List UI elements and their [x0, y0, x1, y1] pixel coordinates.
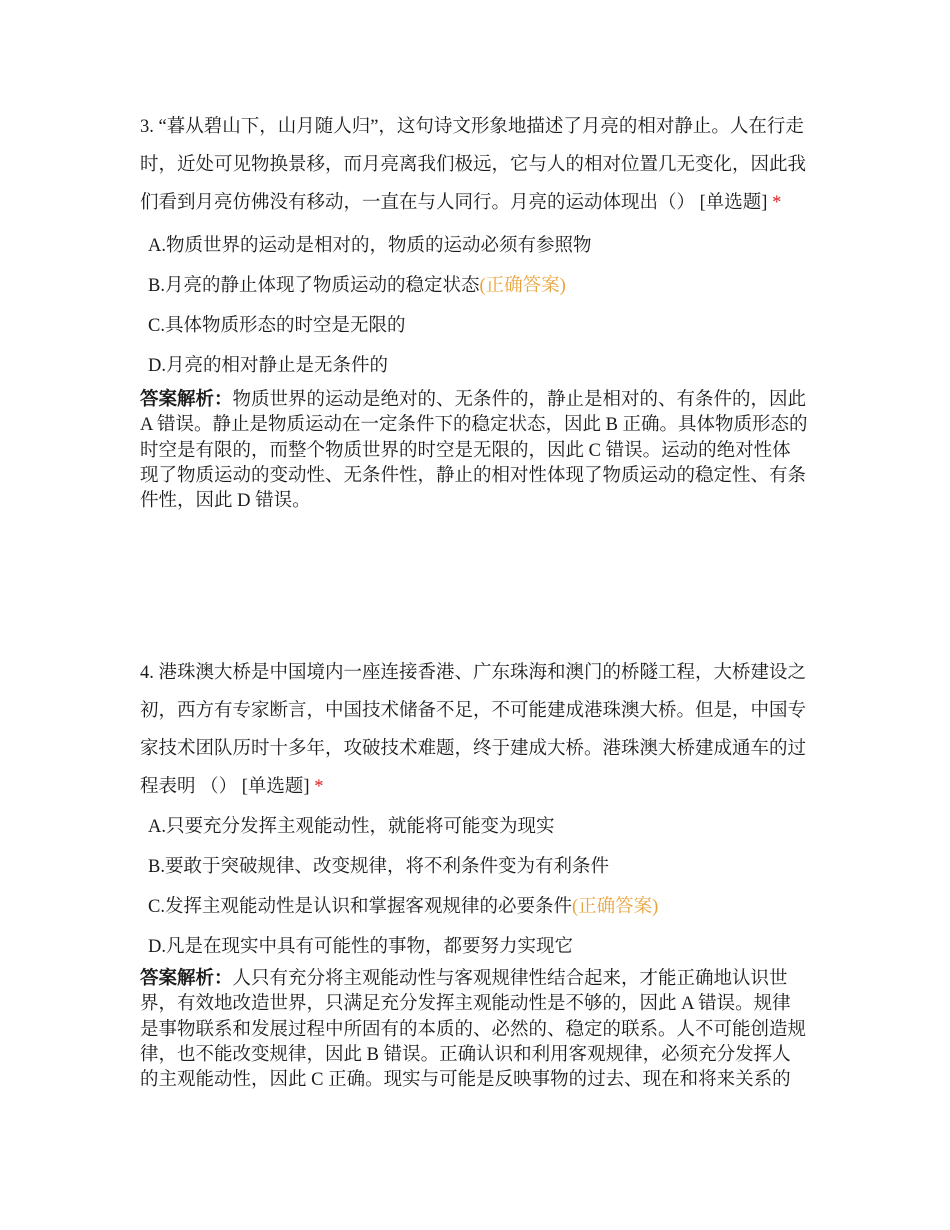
stem-line: 4. 港珠澳大桥是中国境内一座连接香港、广东珠海和澳门的桥隧工程，大桥建设之 — [140, 663, 807, 683]
question-stem — [140, 108, 820, 222]
stem-line — [140, 768, 820, 806]
analysis-line: 律，也不能改变规律，因此 B 错误。正确认识和利用客观规律，必须充分发挥人 — [140, 1044, 791, 1065]
question-3 — [140, 108, 820, 514]
option-text: A.物质世界的运动是相对的，物质的运动必须有参照物 — [148, 236, 592, 256]
question-4 — [140, 654, 820, 1093]
option-text: D.凡是在现实中具有可能性的事物，都要努力实现它 — [148, 937, 573, 957]
analysis-line: 的主观能动性，因此 C 正确。现实与可能是反映事物的过去、现在和将来关系的 — [140, 1070, 791, 1091]
stem-line — [140, 184, 820, 222]
analysis-text: 人只有充分将主观能动性与客观规律性结合起来，才能正确地认识世 — [232, 969, 788, 989]
option-d — [140, 346, 820, 386]
option-d — [140, 927, 820, 967]
analysis-line: 界，有效地改造世界，只满足充分发挥主观能动性是不够的，因此 A 错误。规律 — [140, 994, 791, 1015]
correct-answer-label: (正确答案) — [571, 897, 659, 917]
option-text: C.具体物质形态的时空是无限的 — [148, 316, 406, 336]
option-a — [140, 807, 820, 847]
option-b — [140, 847, 820, 887]
option-a — [140, 226, 820, 266]
option-c — [140, 887, 820, 927]
analysis-line: 现了物质运动的变动性、无条件性，静止的相对性体现了物质运动的稳定性、有条 — [140, 465, 807, 486]
option-text: C.发挥主观能动性是认识和掌握客观规律的必要条件 — [148, 897, 572, 917]
answer-analysis — [140, 388, 820, 514]
analysis-line: 是事物联系和发展过程中所固有的本质的、必然的、稳定的联系。人不可能创造规 — [140, 1019, 807, 1040]
stem-text: 们看到月亮仿佛没有移动，一直在与人同行。月亮的运动体现出（） [单选题] — [140, 193, 768, 213]
question-stem — [140, 654, 820, 806]
option-c — [140, 306, 820, 346]
analysis-line: 时空是有限的，而整个物质世界的时空是无限的，因此 C 错误。运动的绝对性体 — [140, 440, 791, 461]
analysis-label: 答案解析： — [140, 390, 233, 410]
stem-text: 程表明 （） [单选题] — [140, 777, 310, 797]
analysis-line: A 错误。静止是物质运动在一定条件下的稳定状态，因此 B 正确。具体物质形态的 — [140, 415, 808, 436]
required-star: * — [314, 777, 324, 797]
analysis-line: 件性，因此 D 错误。 — [140, 491, 311, 512]
stem-line: 初，西方有专家断言，中国技术储备不足，不可能建成港珠澳大桥。但是，中国专 — [140, 701, 807, 721]
required-star: * — [772, 193, 782, 213]
option-text: D.月亮的相对静止是无条件的 — [148, 356, 388, 376]
option-text: B.月亮的静止体现了物质运动的稳定状态 — [148, 276, 480, 296]
analysis-line — [140, 388, 820, 413]
stem-line: 时，近处可见物换景移，而月亮离我们极远，它与人的相对位置几无变化，因此我 — [140, 155, 807, 175]
stem-line: 3. “暮从碧山下，山月随人归”，这句诗文形象地描述了月亮的相对静止。人在行走 — [140, 117, 804, 137]
option-b — [140, 266, 820, 306]
analysis-text: 物质世界的运动是绝对的、无条件的，静止是相对的、有条件的，因此 — [232, 390, 807, 410]
analysis-line — [140, 967, 820, 992]
correct-answer-label: (正确答案) — [479, 276, 566, 296]
analysis-label: 答案解析： — [140, 969, 233, 989]
option-text: A.只要充分发挥主观能动性，就能将可能变为现实 — [148, 817, 555, 837]
option-text: B.要敢于突破规律、改变规律，将不利条件变为有利条件 — [148, 857, 609, 877]
stem-line: 家技术团队历时十多年，攻破技术难题，终于建成大桥。港珠澳大桥建成通车的过 — [140, 739, 807, 759]
answer-analysis — [140, 967, 820, 1093]
